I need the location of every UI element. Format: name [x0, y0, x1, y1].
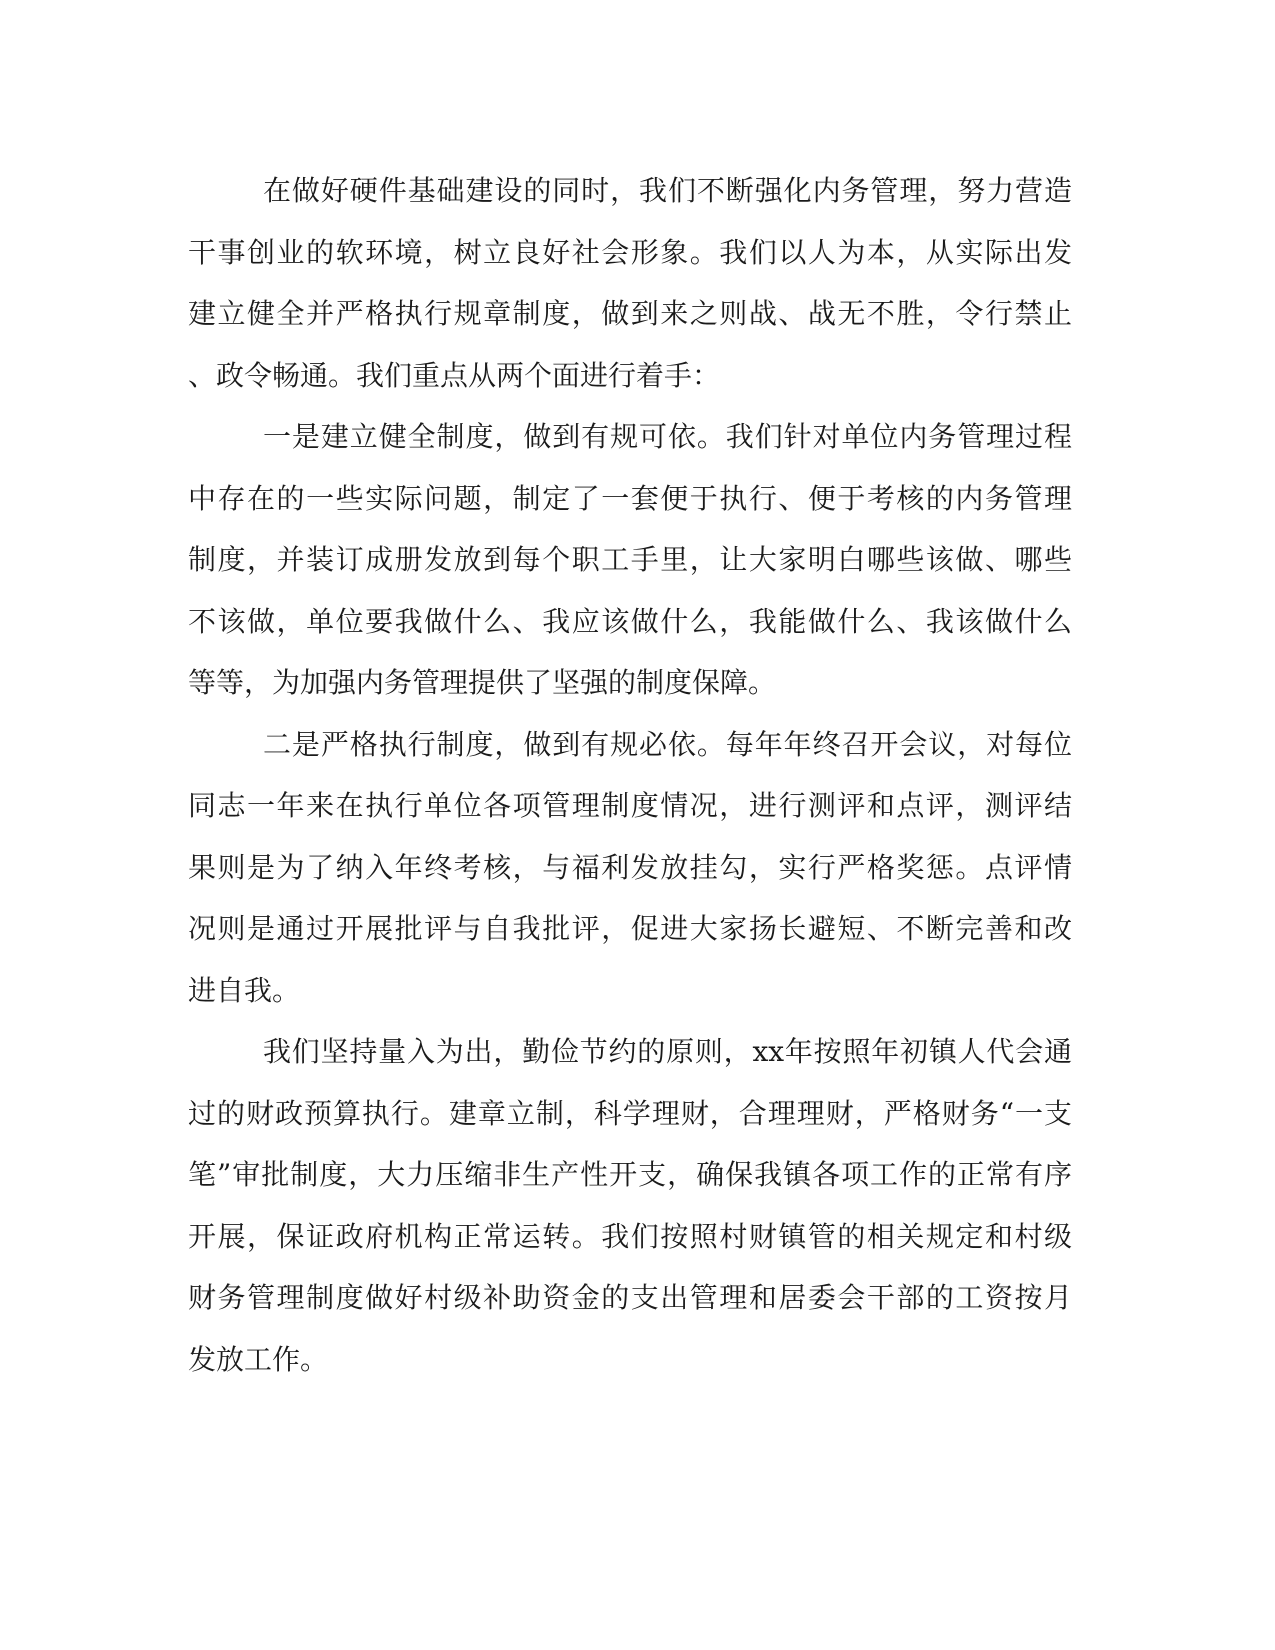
text-line: 二是严格执行制度，做到有规必依。每年年终召开会议，对每位 [263, 727, 1072, 761]
paragraph-establish-system [188, 406, 1072, 714]
text-line: 笔”审批制度，大力压缩非生产性开支，确保我镇各项工作的正常有序 [188, 1158, 1072, 1191]
document-body [188, 160, 1072, 1390]
paragraph-internal-management [188, 160, 1072, 406]
text-line: 等等，为加强内务管理提供了坚强的制度保障。 [188, 666, 777, 699]
text-line: 建立健全并严格执行规章制度，做到来之则战、战无不胜，令行禁止 [188, 297, 1072, 330]
paragraph-financial-management [188, 1021, 1072, 1390]
text-line: 过的财政预算执行。建章立制，科学理财，合理理财，严格财务“一支 [188, 1096, 1072, 1130]
text-line: 发放工作。 [188, 1342, 329, 1376]
text-line: 、政令畅通。我们重点从两个面进行着手： [188, 358, 721, 392]
text-line: 不该做，单位要我做什么、我应该做什么，我能做什么、我该做什么 [188, 604, 1072, 638]
text-line: 中存在的一些实际问题，制定了一套便于执行、便于考核的内务管理 [188, 481, 1072, 515]
text-line: 在做好硬件基础建设的同时，我们不断强化内务管理，努力营造 [263, 174, 1072, 207]
text-line: 我们坚持量入为出，勤俭节约的原则，xx年按照年初镇人代会通 [263, 1035, 1072, 1068]
text-line: 干事创业的软环境，树立良好社会形象。我们以人为本，从实际出发 [188, 235, 1072, 269]
text-line: 进自我。 [188, 973, 301, 1007]
text-line: 一是建立健全制度，做到有规可依。我们针对单位内务管理过程 [263, 420, 1072, 453]
text-line: 果则是为了纳入年终考核，与福利发放挂勾，实行严格奖惩。点评情 [188, 850, 1072, 884]
text-line: 财务管理制度做好村级补助资金的支出管理和居委会干部的工资按月 [188, 1281, 1072, 1314]
text-line: 制度，并装订成册发放到每个职工手里，让大家明白哪些该做、哪些 [188, 543, 1072, 576]
text-line: 同志一年来在执行单位各项管理制度情况，进行测评和点评，测评结 [188, 789, 1072, 822]
text-line: 开展，保证政府机构正常运转。我们按照村财镇管的相关规定和村级 [188, 1219, 1072, 1253]
paragraph-enforce-system [188, 714, 1072, 1022]
text-line: 况则是通过开展批评与自我批评，促进大家扬长避短、不断完善和改 [188, 912, 1072, 945]
